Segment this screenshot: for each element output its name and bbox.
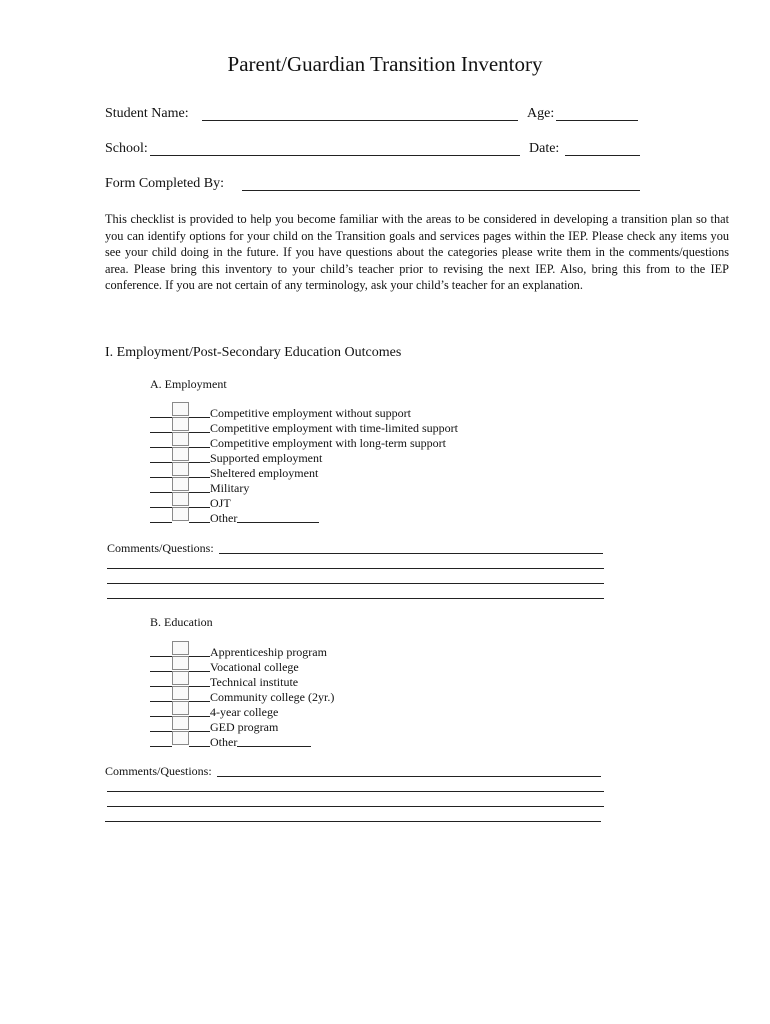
employment-option[interactable] — [150, 496, 231, 511]
age-field[interactable] — [556, 120, 638, 121]
comments-label: Comments/Questions: — [105, 764, 212, 778]
employment-option[interactable] — [150, 406, 411, 421]
option-label: Sheltered employment — [210, 466, 319, 480]
comments-line[interactable] — [217, 776, 601, 777]
checkbox[interactable] — [172, 701, 189, 715]
option-label: Vocational college — [210, 660, 299, 674]
checkbox[interactable] — [172, 656, 189, 670]
option-label: Community college (2yr.) — [210, 690, 335, 704]
education-option[interactable] — [150, 705, 278, 720]
comments-line[interactable] — [107, 583, 604, 584]
employment-option[interactable] — [150, 511, 319, 526]
option-label: Competitive employment with long-term support — [210, 436, 446, 450]
school-field[interactable] — [150, 155, 520, 156]
comments-label: Comments/Questions: — [107, 541, 214, 555]
comments-line[interactable] — [105, 821, 601, 822]
comments-line[interactable] — [219, 553, 603, 554]
option-label: OJT — [210, 496, 231, 510]
comments-line[interactable] — [107, 806, 604, 807]
checkbox[interactable] — [172, 716, 189, 730]
checkbox[interactable] — [172, 477, 189, 491]
education-option[interactable] — [150, 735, 311, 750]
option-label: Apprenticeship program — [210, 645, 327, 659]
option-label: GED program — [210, 720, 279, 734]
employment-option[interactable] — [150, 421, 458, 436]
employment-option[interactable] — [150, 436, 446, 451]
age-label: Age: — [527, 106, 555, 121]
checkbox[interactable] — [172, 731, 189, 745]
completed-by-label: Form Completed By: — [105, 176, 224, 191]
student-name-label: Student Name: — [105, 106, 189, 121]
page-title: Parent/Guardian Transition Inventory — [227, 52, 543, 76]
other-field[interactable] — [237, 735, 311, 747]
checkbox[interactable] — [172, 402, 189, 416]
comments-line[interactable] — [107, 791, 604, 792]
employment-heading: A. Employment — [150, 377, 227, 391]
date-field[interactable] — [565, 155, 640, 156]
checkbox[interactable] — [172, 432, 189, 446]
intro-paragraph: This checklist is provided to help you become familiar with the areas to be considered in developing a transition plan so that you can identify options for your child on the Transition goals and services pages within the IEP. Please check any items you see your child doing in the future. If you have questions about the categories please write them in the comments/questions area. Please bring this inventory to your child’s teacher prior to revising the next IEP. Also, bring this from to the IEP conference. If you are not certain of any terminology, ask your child’s teacher for an explanation. — [105, 212, 729, 293]
school-label: School: — [105, 141, 148, 156]
completed-by-field[interactable] — [242, 190, 640, 191]
checkbox[interactable] — [172, 462, 189, 476]
option-label: 4-year college — [210, 705, 279, 719]
comments-line[interactable] — [107, 598, 604, 599]
option-label: Supported employment — [210, 451, 323, 465]
option-label: Competitive employment without support — [210, 406, 411, 420]
education-option[interactable] — [150, 720, 278, 735]
education-heading: B. Education — [150, 615, 213, 629]
checkbox[interactable] — [172, 686, 189, 700]
checkbox[interactable] — [172, 641, 189, 655]
checkbox[interactable] — [172, 447, 189, 461]
checkbox[interactable] — [172, 417, 189, 431]
option-label: Other — [210, 735, 238, 749]
comments-line[interactable] — [107, 568, 604, 569]
option-label: Competitive employment with time-limited support — [210, 421, 458, 435]
section-heading: I. Employment/Post-Secondary Education Outcomes — [105, 345, 402, 360]
other-field[interactable] — [237, 511, 319, 523]
employment-option[interactable] — [150, 481, 249, 496]
date-label: Date: — [529, 141, 560, 156]
student-name-field[interactable] — [202, 120, 518, 121]
checkbox[interactable] — [172, 671, 189, 685]
checkbox[interactable] — [172, 492, 189, 506]
option-label: Other — [210, 511, 238, 525]
checkbox[interactable] — [172, 507, 189, 521]
option-label: Technical institute — [210, 675, 299, 689]
option-label: Military — [210, 481, 250, 495]
